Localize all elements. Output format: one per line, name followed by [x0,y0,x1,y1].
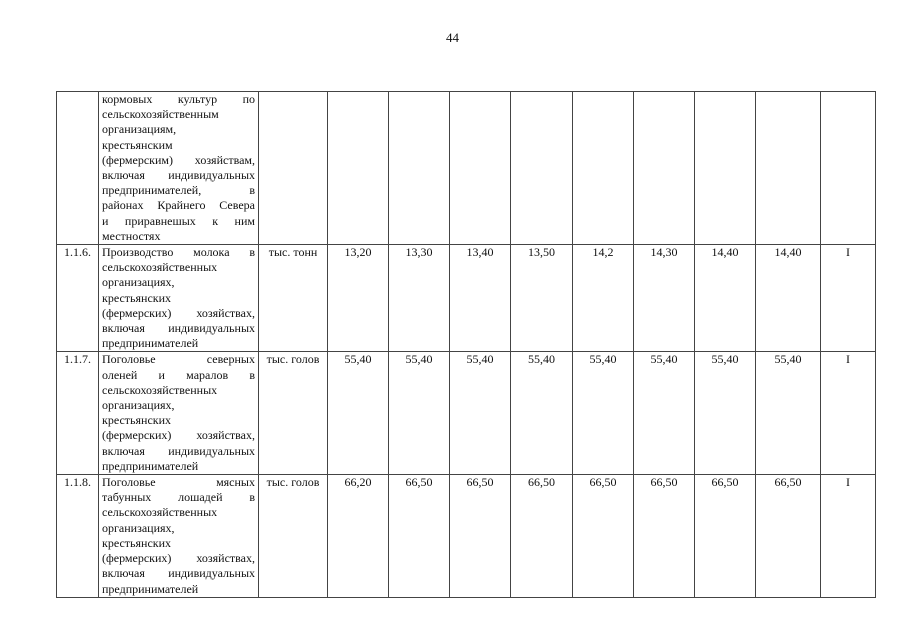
indicator-name-line: Производство молока в [102,245,255,260]
value-cell: 13,20 [328,245,389,352]
indicator-name-line: (фермерских) хозяйствах, [102,305,255,320]
value-cell: 66,50 [450,475,511,598]
indicator-name-line: Поголовье мясных [102,475,255,490]
indicator-name-line: местностях [102,228,161,243]
indicator-name-line: табунных лошадей в [102,490,255,505]
indicator-name [99,475,259,598]
indicator-name [99,92,259,245]
row-number [57,92,99,245]
value-cell: 66,50 [634,475,695,598]
indicator-name-line: сельскохозяйственным [102,107,219,122]
unit-cell: тыс. голов [259,475,328,598]
value-cell: 66,50 [389,475,450,598]
indicator-name-line: (фермерским) хозяйствам, [102,152,255,167]
value-cell: 55,40 [695,352,756,475]
indicator-name-line: кормовых культур по [102,92,255,106]
source-cell: I [821,245,876,352]
indicator-name-line: Поголовье северных [102,352,255,367]
value-cell: 55,40 [573,352,634,475]
page-number: 44 [446,30,459,45]
source-cell: I [821,352,876,475]
indicator-name-line: сельскохозяйственных [102,505,218,520]
indicator-name-line: предпринимателей, в [102,183,255,198]
value-cell: 55,40 [634,352,695,475]
row-number: 1.1.7. [57,352,99,475]
value-cell: 66,50 [695,475,756,598]
value-cell [511,92,573,245]
row-number: 1.1.6. [57,245,99,352]
unit-cell: тыс. голов [259,352,328,475]
indicator-name-line: организациях, [102,520,175,535]
value-cell [695,92,756,245]
value-cell [328,92,389,245]
value-cell: 66,50 [573,475,634,598]
indicator-name-line: оленей и маралов в [102,367,255,382]
indicator-name-line: включая индивидуальных [102,443,255,458]
value-cell: 55,40 [328,352,389,475]
value-cell: 66,50 [756,475,821,598]
table-row [57,475,876,598]
value-cell: 66,50 [511,475,573,598]
indicator-name-line: крестьянских [102,535,172,550]
table-row [57,245,876,352]
row-number: 1.1.8. [57,475,99,598]
source-cell [821,92,876,245]
value-cell: 14,40 [756,245,821,352]
indicator-name [99,352,259,475]
table-row [57,352,876,475]
indicator-name-line: организациям, [102,122,177,137]
indicator-name-line: организациях, [102,398,175,413]
indicators-table [56,91,876,598]
value-cell: 13,30 [389,245,450,352]
indicator-name-line: крестьянским [102,137,173,152]
indicator-name-line: включая индивидуальных [102,168,255,183]
indicator-name-line: крестьянских [102,290,172,305]
indicator-name-line: включая индивидуальных [102,566,255,581]
source-cell: I [821,475,876,598]
table-row [57,92,876,245]
unit-cell: тыс. тонн [259,245,328,352]
value-cell [634,92,695,245]
indicator-name-line: включая индивидуальных [102,321,255,336]
value-cell: 55,40 [450,352,511,475]
value-cell [389,92,450,245]
indicator-name-line: районах Крайнего Севера [102,198,255,213]
unit-cell [259,92,328,245]
indicator-name-line: сельскохозяйственных [102,382,218,397]
value-cell: 13,50 [511,245,573,352]
indicator-name-line: (фермерских) хозяйствах, [102,551,255,566]
indicator-name-line: предпринимателей [102,581,199,596]
value-cell: 14,40 [695,245,756,352]
indicator-name-line: и приравнешых к ним [102,213,255,228]
value-cell [573,92,634,245]
indicator-name-line: крестьянских [102,413,172,428]
indicator-name [99,245,259,352]
value-cell: 14,30 [634,245,695,352]
value-cell: 66,20 [328,475,389,598]
value-cell: 55,40 [756,352,821,475]
value-cell: 55,40 [511,352,573,475]
indicator-name-line: предпринимателей [102,458,199,473]
value-cell [450,92,511,245]
indicator-name-line: предпринимателей [102,336,199,351]
indicator-name-line: сельскохозяйственных [102,260,218,275]
value-cell [756,92,821,245]
value-cell: 13,40 [450,245,511,352]
value-cell: 14,2 [573,245,634,352]
indicator-name-line: организациях, [102,275,175,290]
indicator-name-line: (фермерских) хозяйствах, [102,428,255,443]
value-cell: 55,40 [389,352,450,475]
